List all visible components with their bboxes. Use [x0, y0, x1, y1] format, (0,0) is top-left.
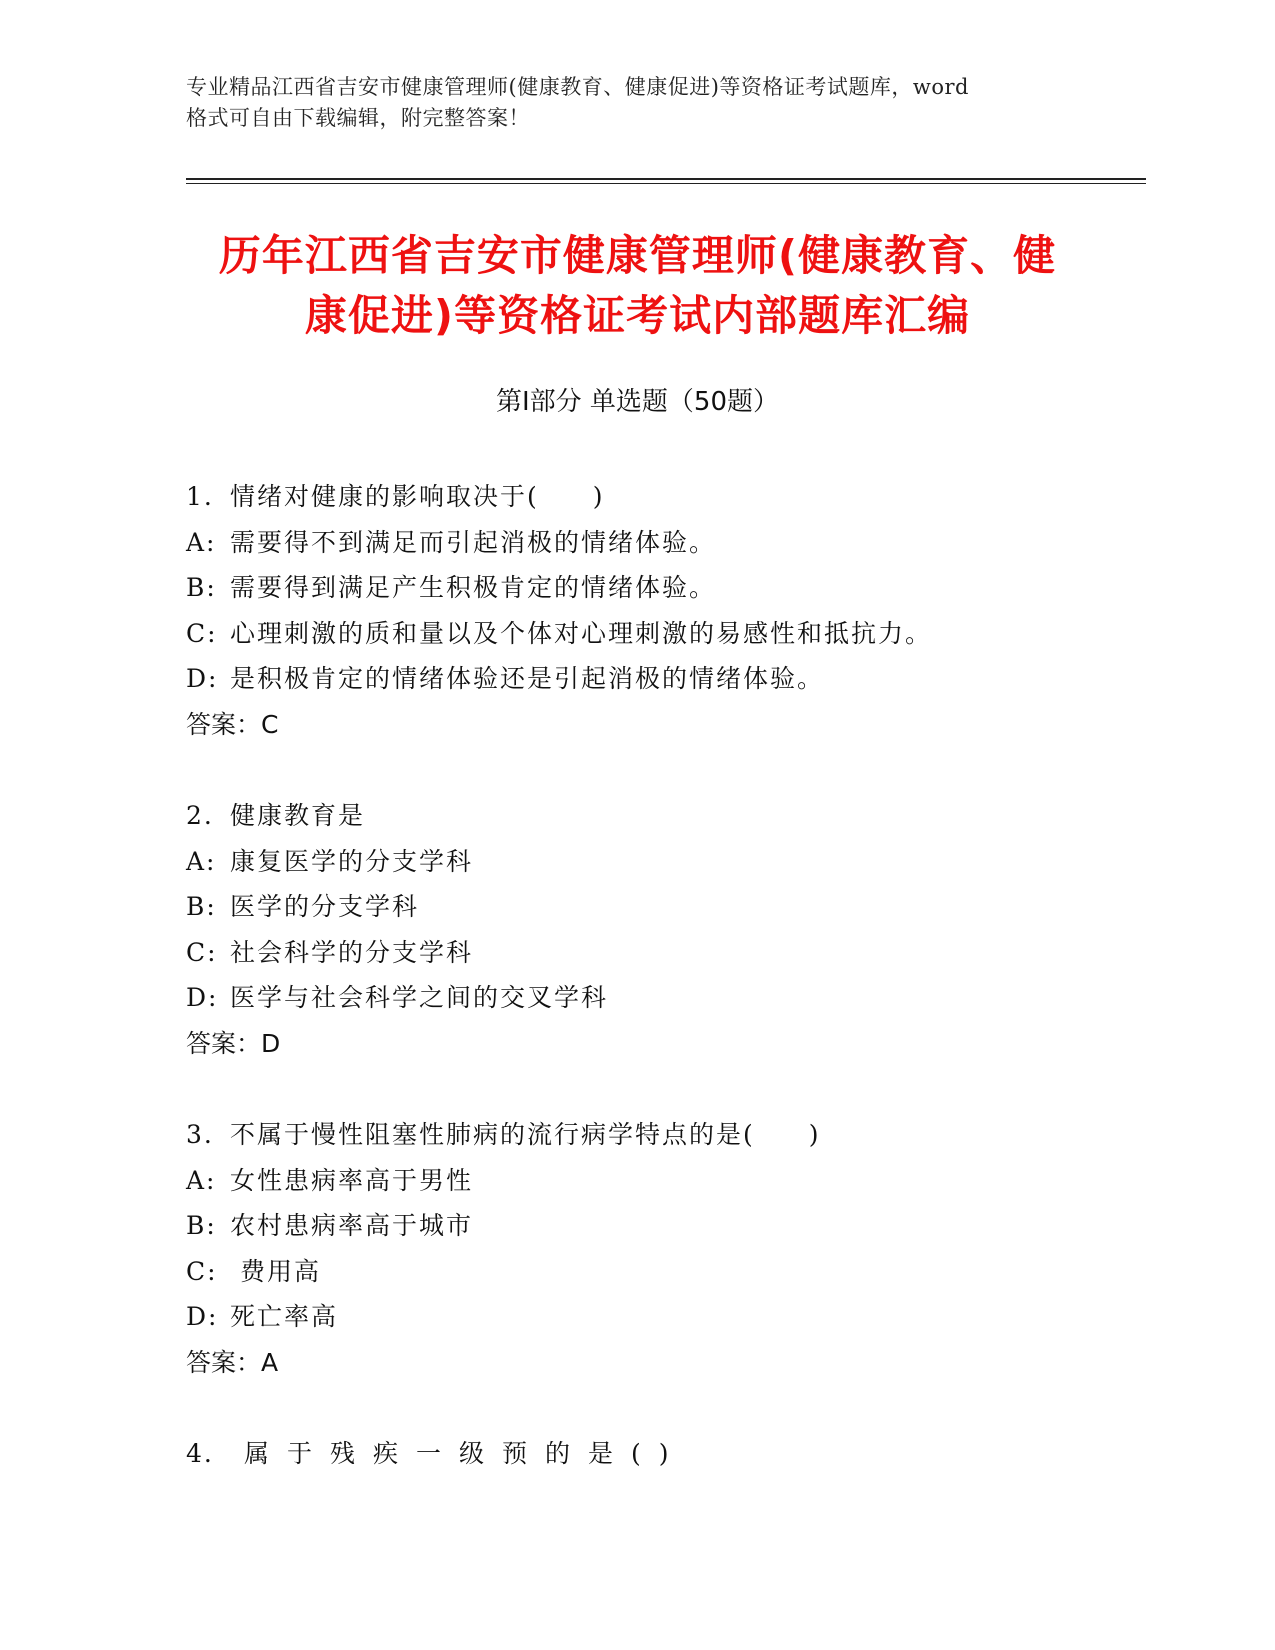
option-b — [186, 884, 1146, 930]
option-key: B: — [186, 892, 217, 921]
question-item — [186, 1431, 1146, 1477]
answer-line: 答案：A — [186, 1347, 279, 1377]
option-d — [186, 1294, 1146, 1340]
option-c — [186, 1249, 1146, 1295]
option-text: 费用高 — [230, 1256, 321, 1286]
option-a — [186, 1158, 1146, 1204]
header-divider-thick — [186, 178, 1146, 180]
option-d — [186, 656, 1146, 702]
question-item — [186, 1112, 1146, 1385]
option-b — [186, 565, 1146, 611]
option-text: 社会科学的分支学科 — [230, 937, 474, 967]
option-text: 康复医学的分支学科 — [230, 846, 474, 876]
answer-line: 答案：C — [186, 709, 279, 739]
option-key: C: — [186, 937, 218, 967]
header-note-line-2: 格式可自由下载编辑，附完整答案！ — [186, 106, 530, 130]
option-key: D: — [186, 1302, 219, 1331]
header-note-line-1: 专业精品江西省吉安市健康管理师(健康教育、健康促进)等资格证考试题库，word — [186, 75, 969, 99]
option-b — [186, 1203, 1146, 1249]
header-divider-thin — [186, 183, 1146, 184]
question-number: 3. — [186, 1120, 214, 1149]
option-text: 死亡率高 — [230, 1302, 339, 1331]
option-key: C: — [186, 1256, 218, 1286]
option-key: D: — [186, 983, 219, 1012]
document-title-line-2: 康促进)等资格证考试内部题库汇编 — [304, 291, 971, 340]
question-stem — [186, 793, 1146, 839]
question-item — [186, 474, 1146, 747]
option-d — [186, 975, 1146, 1021]
header-note — [186, 72, 1086, 134]
question-stem — [186, 1431, 1146, 1477]
question-text: 情绪对健康的影响取决于( ) — [230, 482, 605, 511]
question-list — [186, 474, 1146, 1523]
option-text: 需要得不到满足而引起消极的情绪体验。 — [230, 527, 717, 557]
option-c — [186, 611, 1146, 657]
option-text: 是积极肯定的情绪体验还是引起消极的情绪体验。 — [230, 664, 825, 693]
question-text: 健康教育是 — [230, 801, 366, 830]
document-title — [150, 226, 1125, 346]
option-text: 医学与社会科学之间的交叉学科 — [230, 983, 609, 1012]
option-key: C: — [186, 618, 218, 648]
option-a — [186, 520, 1146, 566]
question-text: 不属于慢性阻塞性肺病的流行病学特点的是( ) — [230, 1120, 821, 1149]
section-heading: 第Ⅰ部分 单选题（50题） — [495, 387, 780, 417]
option-key: A: — [186, 1165, 217, 1195]
question-stem — [186, 474, 1146, 520]
question-number: 2. — [186, 801, 214, 830]
option-text: 农村患病率高于城市 — [230, 1211, 474, 1240]
option-text: 需要得到满足产生积极肯定的情绪体验。 — [230, 573, 717, 602]
question-stem — [186, 1112, 1146, 1158]
question-item — [186, 793, 1146, 1066]
option-text: 女性患病率高于男性 — [230, 1165, 474, 1195]
option-key: B: — [186, 1211, 217, 1240]
option-key: B: — [186, 573, 217, 602]
option-c — [186, 930, 1146, 976]
answer-line: 答案：D — [186, 1028, 281, 1058]
document-title-line-1: 历年江西省吉安市健康管理师(健康教育、健 — [218, 231, 1057, 280]
option-a — [186, 839, 1146, 885]
question-number: 4. — [186, 1439, 214, 1468]
option-key: D: — [186, 664, 219, 693]
option-text: 心理刺激的质和量以及个体对心理刺激的易感性和抵抗力。 — [230, 618, 933, 648]
question-text: 属于残疾一级预的是() — [244, 1439, 687, 1468]
option-text: 医学的分支学科 — [230, 892, 420, 921]
question-number: 1. — [186, 482, 214, 511]
option-key: A: — [186, 527, 217, 557]
option-key: A: — [186, 846, 217, 876]
